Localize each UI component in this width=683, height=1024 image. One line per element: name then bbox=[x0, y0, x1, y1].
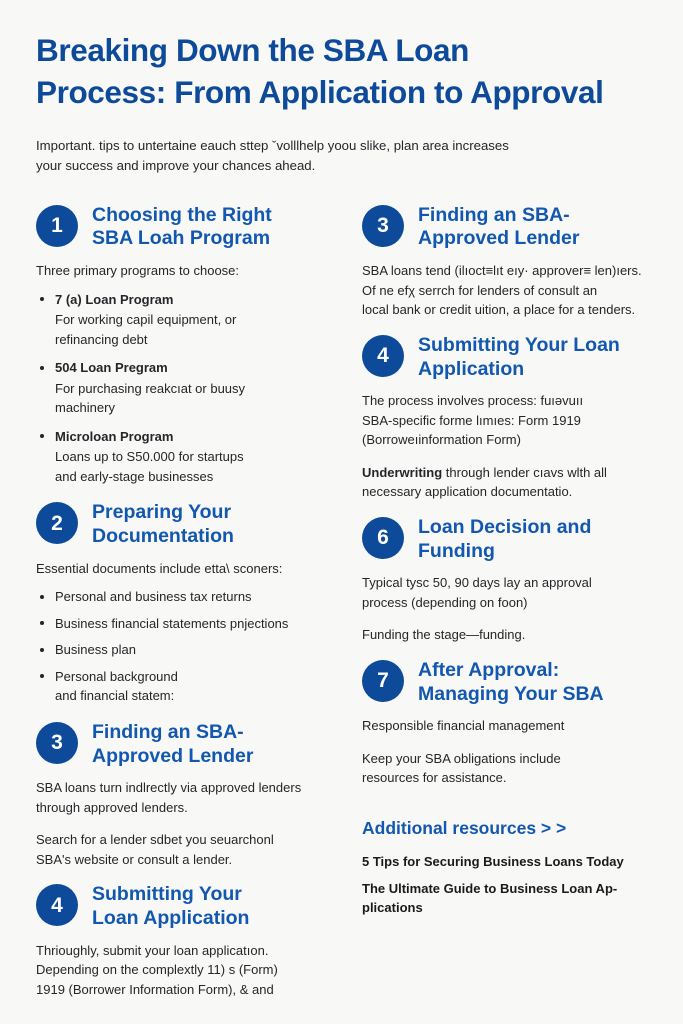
page-subtitle bbox=[36, 136, 647, 177]
step-7-header bbox=[362, 658, 664, 707]
step-6-paragraph-2 bbox=[362, 625, 664, 645]
step-2-document-list bbox=[36, 587, 338, 706]
list-item bbox=[36, 614, 338, 634]
step-2-title bbox=[92, 500, 234, 549]
program-desc-line-1: For working capil equipment, or bbox=[55, 312, 237, 328]
step-3-finding-lender-left bbox=[36, 720, 338, 870]
step-7-p2-line-2: resources for assistance. bbox=[362, 770, 507, 786]
step-3-header-left bbox=[36, 720, 338, 769]
program-desc-line-1: For purchasing reakcıat or buusy bbox=[55, 380, 246, 396]
additional-resources-section bbox=[362, 818, 664, 918]
left-column bbox=[36, 203, 338, 1013]
step-3-p1-line-1-right: SBA loans tend (ilıoct≡lıt eıy· approver≡ len)ıers. bbox=[362, 263, 642, 279]
step-7-title-line-2: Managing Your SBA bbox=[418, 682, 604, 705]
list-item bbox=[36, 290, 338, 350]
step-6-header bbox=[362, 515, 664, 564]
step-4-p1-line-2-left: Depending on the complextly 11) s (Form) bbox=[36, 962, 278, 978]
step-3-title-line-1-left: Finding an SBA- bbox=[92, 720, 244, 743]
step-1-title bbox=[92, 203, 272, 252]
list-item bbox=[36, 358, 338, 418]
page-title bbox=[36, 30, 647, 114]
step-7-paragraph-2 bbox=[362, 749, 664, 788]
program-name: 7 (a) Loan Program bbox=[55, 291, 174, 307]
step-3-number-badge-right: 3 bbox=[362, 205, 404, 247]
step-4-submitting-application-left bbox=[36, 882, 338, 999]
document-line-1: Personal background bbox=[55, 668, 178, 684]
step-4-paragraph-1-left bbox=[36, 941, 338, 1000]
resource-link-2-line-2: plications bbox=[362, 899, 423, 915]
step-3-p1-line-2-left: through approved lenders. bbox=[36, 799, 188, 815]
step-4-title-line-1-right: Submitting Your Loan bbox=[418, 333, 620, 356]
document-line-1: Business plan bbox=[55, 642, 136, 658]
list-item bbox=[36, 667, 338, 706]
document-line-1: Personal and business tax returns bbox=[55, 589, 252, 605]
step-3-p1-line-3-right: local bank or credit uition, a place for a tenders. bbox=[362, 302, 636, 318]
step-1-number-badge: 1 bbox=[36, 205, 78, 247]
resource-link-2-line-1: The Ultimate Guide to Business Loan Ap- bbox=[362, 880, 618, 896]
step-3-title-line-2-left: Approved Lender bbox=[92, 744, 254, 767]
step-6-paragraph-1 bbox=[362, 573, 664, 612]
page-subtitle-line-1: Important. tips to untertaine eauch sttep ˇvolllhelp yoou slike, plan area increases bbox=[36, 137, 509, 153]
step-6-loan-decision-funding bbox=[362, 515, 664, 645]
step-1-program-list bbox=[36, 290, 338, 487]
step-4-number-badge-right: 4 bbox=[362, 335, 404, 377]
step-6-p2-line-1: Funding the stage—funding. bbox=[362, 627, 526, 643]
step-4-p1-line-2-right: SBA-specific forme lımıеs: Form 1919 bbox=[362, 412, 581, 428]
program-desc-line-2: machinery bbox=[55, 400, 115, 416]
step-4-p1-line-3-left: 1919 (Borrower Information Form), & and bbox=[36, 981, 274, 997]
list-item bbox=[36, 587, 338, 607]
step-3-p2-line-1-left: Search for a lender sdbet you seuarchonl bbox=[36, 832, 274, 848]
program-name: Microloan Program bbox=[55, 428, 174, 444]
step-4-header-left bbox=[36, 882, 338, 931]
underwriting-rest: through lender cıаvs wlth all bbox=[442, 464, 607, 480]
program-desc-line-2: refinancing debt bbox=[55, 331, 148, 347]
step-4-title-line-2-left: Loan Application bbox=[92, 907, 250, 930]
step-2-title-line-2: Documentation bbox=[92, 525, 234, 548]
step-3-title-right bbox=[418, 203, 579, 252]
step-4-title-left bbox=[92, 882, 249, 931]
program-desc-line-2: and early-stage businesses bbox=[55, 468, 214, 484]
step-4-paragraph-1-right bbox=[362, 391, 664, 450]
step-4-title-right bbox=[418, 333, 620, 382]
step-7-title-line-1: After Approval: bbox=[418, 658, 560, 681]
step-6-title-line-1: Loan Decision and bbox=[418, 515, 592, 538]
step-3-paragraph-1-right bbox=[362, 261, 664, 320]
step-2-number-badge: 2 bbox=[36, 502, 78, 544]
step-6-number-badge: 6 bbox=[362, 517, 404, 559]
program-name: 504 Loan Pregram bbox=[55, 360, 168, 376]
step-7-p2-line-1: Keep your SBA obligations include bbox=[362, 750, 561, 766]
step-2-preparing-documentation bbox=[36, 500, 338, 706]
resource-link-2[interactable] bbox=[362, 880, 664, 918]
step-3-title-line-2-right: Approved Lender bbox=[418, 227, 580, 250]
page-subtitle-line-2: your success and improve your chances ahead. bbox=[36, 158, 316, 174]
step-4-paragraph-2-right bbox=[362, 463, 664, 502]
step-3-number-badge-left: 3 bbox=[36, 722, 78, 764]
step-2-title-line-1: Preparing Your bbox=[92, 501, 232, 524]
step-1-choosing-program bbox=[36, 203, 338, 487]
document-line-1: Business financial statements pnjections bbox=[55, 615, 289, 631]
step-4-header-right bbox=[362, 333, 664, 382]
step-3-title-left bbox=[92, 720, 253, 769]
step-4-title-line-1-left: Submitting Your bbox=[92, 883, 242, 906]
step-6-p1-line-1: Typical tysc 50, 90 days lay an approval bbox=[362, 575, 592, 591]
step-3-paragraph-1-left bbox=[36, 778, 338, 817]
step-7-paragraph-1 bbox=[362, 716, 664, 736]
page-title-line-1: Breaking Down the SBA Loan bbox=[36, 32, 469, 68]
additional-resources-heading[interactable]: Additional resources > > bbox=[362, 817, 567, 838]
list-item bbox=[36, 640, 338, 660]
step-4-p1-line-3-right: (Borroweıinformation Form) bbox=[362, 432, 521, 448]
step-3-p1-line-2-right: Of ne efχ serrch for lenders of consult an bbox=[362, 282, 598, 298]
step-3-paragraph-2-left bbox=[36, 830, 338, 869]
step-4-p2-line-1-right bbox=[362, 463, 664, 483]
step-3-header-right bbox=[362, 203, 664, 252]
step-4-submitting-application-right bbox=[362, 333, 664, 502]
step-3-finding-lender-right bbox=[362, 203, 664, 320]
underwriting-term: Underwriting bbox=[362, 464, 443, 480]
list-item bbox=[36, 427, 338, 487]
content-columns bbox=[36, 203, 647, 1013]
step-2-header bbox=[36, 500, 338, 549]
step-6-title-line-2: Funding bbox=[418, 539, 495, 562]
document-line-2: and financial statem: bbox=[55, 688, 175, 704]
program-desc-line-1: Loans up to S50.000 for startups bbox=[55, 449, 244, 465]
step-7-after-approval bbox=[362, 658, 664, 788]
step-3-title-line-1-right: Finding an SBA- bbox=[418, 203, 570, 226]
step-4-number-badge-left: 4 bbox=[36, 884, 78, 926]
step-4-p1-line-1-right: The process involves process: fuıəvuıı bbox=[362, 393, 584, 409]
step-3-p1-line-1-left: SBA loans turn indlrectly via approved lenders bbox=[36, 780, 302, 796]
step-4-p1-line-1-left: Thrioughly, submit your loan applicatıon. bbox=[36, 942, 269, 958]
step-1-intro: Three primary programs to choose: bbox=[36, 263, 240, 279]
step-1-title-line-2: SBA Loah Program bbox=[92, 227, 271, 250]
step-2-intro: Essential documents include etta\ sconers: bbox=[36, 560, 283, 576]
step-1-header bbox=[36, 203, 338, 252]
step-6-p1-line-2: process (depending on foon) bbox=[362, 594, 528, 610]
step-7-p1-line-1: Responsible financial management bbox=[362, 718, 565, 734]
right-column bbox=[362, 203, 664, 926]
step-4-p2-line-2-right: necessary application documentatio. bbox=[362, 484, 573, 500]
step-7-number-badge: 7 bbox=[362, 660, 404, 702]
resource-link-1[interactable] bbox=[362, 853, 664, 872]
step-4-title-line-2-right: Application bbox=[418, 357, 525, 380]
step-6-title bbox=[418, 515, 591, 564]
step-1-title-line-1: Choosing the Right bbox=[92, 203, 272, 226]
page-title-line-2: Process: From Application to Approval bbox=[36, 73, 604, 110]
resource-link-1-line-1: 5 Tips for Securing Business Loans Today bbox=[362, 853, 624, 869]
step-3-p2-line-2-left: SBA's website or consult a lender. bbox=[36, 851, 233, 867]
step-7-title bbox=[418, 658, 604, 707]
